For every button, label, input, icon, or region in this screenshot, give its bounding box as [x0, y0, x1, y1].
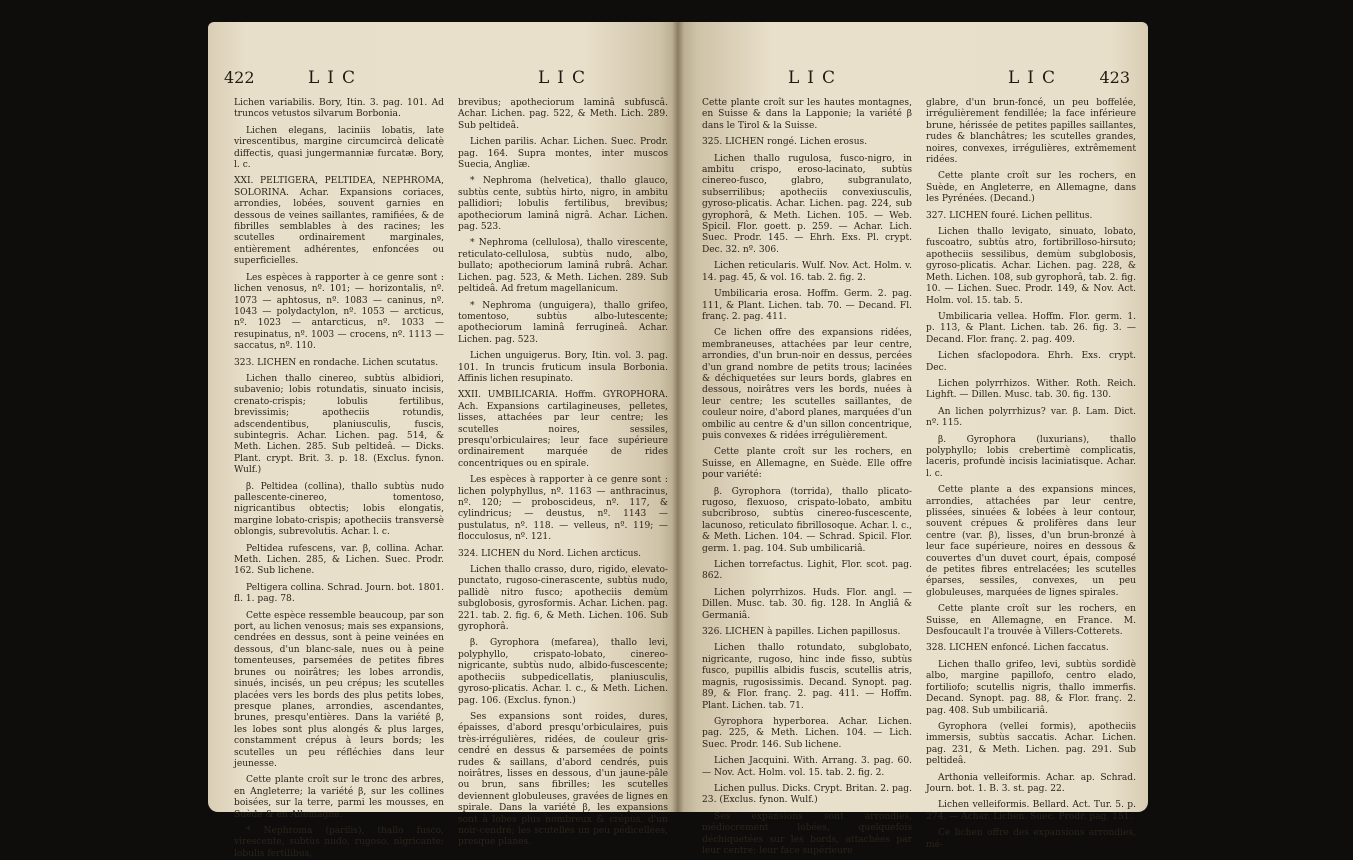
section-heading: XXII. UMBILICARIA. Hoffm. GYROPHORA. Ach. Expansions cartilagineuses, pelletes, lisses, attachées par leur centre; les scutelles noires, sessiles, presqu'orbiculaires; leur face supérieure ordinairement marquée de rides concentriques ou en spirale.: [458, 390, 668, 469]
running-head-right-2: LIC: [1008, 68, 1064, 88]
paragraph: β. Peltidea (collina), thallo subtùs nudo pallescente-cinereo, tomentoso, nigricantibus obtectis; lobis elongatis, margine lobato-crispis; apotheciis transversè oblongis, subrevolutis. Achar. l. c.: [234, 481, 444, 538]
paragraph: Lichen thallo levigato, sinuato, lobato, fuscoatro, subtùs atro, fortibrilloso-hirsuto; apotheciis sessilibus, demùm subglobosis, gyroso-plicatis. Achar. Lichen. pag. 228, & Meth. Lichen. 108, sub gyrophorâ, tab. 2. fig. 10. — Lichen. Suec. Prodr. 149, & Nov. Act. Holm. vol. 15. tab. 5.: [926, 227, 1136, 306]
left-column-1: [234, 94, 444, 859]
paragraph: Ce lichen offre des expansions ridées, membraneuses, attachées par leur centre, arrondies, d'un brun-noir en dessus, percées d'un grand nombre de petits trous; lacinées & déchiquetées sur leurs bords, glabres en dessous, noirâtres vers les bords, nuées à leur centre; les scutelles saillantes, de couleur noire, d'abord planes, marquées d'un ombilic au centre & d'un sillon concentrique, puis convexes & ridées irrégulièrement.: [702, 328, 912, 441]
paragraph: Cette plante a des expansions minces, arrondies, attachées par leur centre, plissées, sinuées & lobées à leur contour, souvent crépues & prolifères dans leur centre (var. β), lisses, d'un brun-bronzé à leur face supérieure, noires en dessous & couvertes d'un duvet court, épais, composé de petites fibres entrelacées; les scutelles éparses, sessiles, convexes, un peu globuleuses, marquées de lignes spirales.: [926, 485, 1136, 598]
paragraph: Cette plante croît sur les rochers, en Suisse, en Allemagne, en France. M. Desfoucault l'a trouvée à Villers-Cotterets.: [926, 604, 1136, 638]
right-page: [678, 22, 1148, 856]
paragraph: Lichen thallo cinereo, subtùs albidiori, subavenio; lobis rotundatis, sinuato incisis, crenato-crispis; lobulis fertilibus, brevissimis; apotheciis rotundis, adscendentibus, planiusculis, fuscis, subintegris. Achar. Lichen. pag. 514, & Meth. Lichen. 285. Sub peltideâ. — Dicks. Plant. crypt. Brit. 3. p. 18. (Exclus. fynon. Wulf.): [234, 373, 444, 476]
paragraph: Lichen sfaclopodora. Ehrh. Exs. crypt. Dec.: [926, 351, 1136, 373]
paragraph: Lichen elegans, laciniis lobatis, late virescentibus, margine circumcircà delicatè diffectis, quasi jungermanniæ furcatæ. Bory, l. c.: [234, 125, 444, 171]
paragraph: Ses expansions sont roides, dures, épaisses, d'abord presqu'orbiculaires, puis très-irrégulières, ridées, de couleur gris-cendré en dessus & parsemées de points rudes & saillans, d'abord cendrés, puis noirâtres, lisses en dessous, d'un jaune-pâle ou brun, sans fibrilles; les scutelles deviennent globuleuses, gravées de lignes en spirale. Dans la variété β, les expansions sont à lobes plus nombreux & crépus, d'un noir-cendré; les scutelles un peu pédicellées, presque planes.: [458, 711, 668, 848]
left-column-2: [458, 94, 668, 848]
paragraph: Lichen thallo grifeo, levi, subtùs sordidè albo, margine papillofo, centro elado, fortiliofo; scutellis nigris, thallo immerfis. Decand. Synopt. pag. 88, & Flor. franç. 2. pag. 408. Sub umbilicariâ.: [926, 659, 1136, 716]
paragraph: * Nephroma (cellulosa), thallo virescente, reticulato-cellulosa, subtùs nudo, albo, bullato; apotheciorum laminâ rubrâ. Achar. Lichen. pag. 523, & Meth. Lichen. 289. Sub peltideâ. Ad fretum magellanicum.: [458, 238, 668, 295]
paragraph: Lichen Jacquini. With. Arrang. 3. pag. 60. — Nov. Act. Holm. vol. 15. tab. 2. fig. 2.: [702, 756, 912, 778]
paragraph: Gyrophora hyperborea. Achar. Lichen. pag. 225, & Meth. Lichen. 104. — Lich. Suec. Prodr. 146. Sub lichene.: [702, 716, 912, 750]
paragraph: Umbilicaria vellea. Hoffm. Flor. germ. 1. p. 113, & Plant. Lichen. tab. 26. fig. 3. — Decand. Flor. franç. 2. pag. 409.: [926, 311, 1136, 345]
paragraph: Lichen variabilis. Bory, Itin. 3. pag. 101. Ad truncos vetustos silvarum Borbonia.: [234, 98, 444, 120]
paragraph: Peltidea rufescens, var. β, collina. Achar. Meth. Lichen. 285, & Lichen. Suec. Prodr. 162. Sub lichene.: [234, 543, 444, 577]
paragraph: Lichen parilis. Achar. Lichen. Suec. Prodr. pag. 164. Supra montes, inter muscos Suecia, Angliæ.: [458, 137, 668, 171]
paragraph: Lichen reticularis. Wulf. Nov. Act. Holm. v. 14. pag. 45, & vol. 16. tab. 2. fig. 2.: [702, 261, 912, 283]
entry-heading: 328. LICHEN enfoncé. Lichen faccatus.: [926, 643, 1109, 654]
paragraph: Cette plante croît sur les rochers, en Suisse, en Allemagne, en Suède. Elle offre pour variété:: [702, 447, 912, 481]
paragraph: * Nephroma (unguigera), thallo grifeo, tomentoso, subtùs albo-lutescente; apotheciorum laminâ ferrugineâ. Achar. Lichen. pag. 523.: [458, 300, 668, 345]
running-head-left-1: LIC: [308, 68, 364, 88]
paragraph: Cette plante croît sur le tronc des arbres, en Angleterre; la variété β, sur les collines boisées, sur la terre, parmi les mousses, en Suède & en Allemagne.: [234, 775, 444, 820]
book-gutter: [672, 22, 684, 812]
paragraph: Ses expansions sont arrondies, médiocrement lobées, quelquefois déchiquetées sur les bords, attachées par leur centre; leur face supérieure: [702, 811, 912, 856]
entry-heading: 327. LICHEN fouré. Lichen pellitus.: [926, 210, 1093, 221]
paragraph: Lichen velleiformis. Bellard. Act. Tur. 5. p. 274. — Achar. Lichen. Suec. Prodr. pag. 151.: [926, 800, 1136, 822]
entry-heading: 324. LICHEN du Nord. Lichen arcticus.: [458, 548, 642, 559]
paragraph: β. Gyrophora (mefarea), thallo levi, polyphyllo, crispato-lobato, cinereo-nigricante, subtùs nudo, albido-fuscescente; apotheciis subpedicellatis, planiusculis, gyroso-plicatis. Achar. l. c., & Meth. Lichen. pag. 106. (Exclus. fynon.): [458, 638, 668, 706]
running-head-right-1: LIC: [788, 68, 844, 88]
paragraph: brevibus; apotheciorum laminâ subfuscâ. Achar. Lichen. pag. 522, & Meth. Lich. 289. Sub peltideâ.: [458, 98, 668, 131]
paragraph: Ce lichen offre des expansions arrondies, mé-: [926, 828, 1136, 850]
paragraph: β. Gyrophora (luxurians), thallo polyphyllo; lobis crebertimè complicatis, laceris, profundè incisis laciniatisque. Achar. l. c.: [926, 434, 1136, 479]
left-page: [208, 22, 678, 859]
paragraph: Cette espèce ressemble beaucoup, par son port, au lichen venosus; mais ses expansions, cendrées en dessus, sont à peine veinées en dessous, d'un blanc-sale, nues ou à peine tomenteuses, parsemées de petites fibres brunes ou noirâtres; les lobes arrondis, sinués, incisés, un peu crépus; les scutelles placées vers les bords des plus petits lobes, presque planes, arrondies, ascendantes, brunes, presqu'entières. Dans la variété β, les lobes sont plus alongés & plus larges, constamment crépus à leurs bords; les scutelles un peu réfléchies dans leur jeunesse.: [234, 610, 444, 769]
paragraph: Arthonia velleiformis. Achar. ap. Schrad. Journ. bot. 1. B. 3. st. pag. 22.: [926, 772, 1136, 794]
running-head-left-2: LIC: [538, 68, 594, 88]
paragraph: An lichen polyrrhizus? var. β. Lam. Dict. nº. 115.: [926, 406, 1136, 429]
paragraph: Cette plante croît sur les rochers, en Suède, en Angleterre, en Allemagne, dans les Pyrénées. (Decand.): [926, 171, 1136, 205]
paragraph: Peltigera collina. Schrad. Journ. bot. 1801. fl. 1. pag. 78.: [234, 582, 444, 605]
paragraph: Lichen unguigerus. Bory, Itin. vol. 3. pag. 101. In truncis fruticum insula Borbonia. Affinis lichen resupinato.: [458, 351, 668, 384]
paragraph: Lichen polyrrhizos. Wither. Roth. Reich. Lighft. — Dillen. Musc. tab. 30. fig. 130.: [926, 378, 1136, 401]
paragraph: Lichen thallo rugulosa, fusco-nigro, in ambitu crispo, eroso-lacinato, subtùs cinereo-fusco, glabro, subgranulato, subserrilibus; apotheciis convexiusculis, gyroso-plicatis. Achar. Lichen. pag. 224, sub gyrophorâ, & Meth. Lichen. 105. — Web. Spicil. Flor. goett. p. 259. — Achar. Lich. Suec. Prodr. 145. — Ehrh. Exs. Pl. crypt. Dec. 32. nº. 306.: [702, 153, 912, 255]
right-column-2: [926, 94, 1136, 850]
entry-heading: 325. LICHEN rongé. Lichen erosus.: [702, 137, 868, 148]
right-column-1: [702, 94, 912, 856]
entry-heading: 323. LICHEN en rondache. Lichen scutatus.: [234, 357, 439, 368]
section-heading: XXI. PELTIGERA, PELTIDEA, NEPHROMA, SOLORINA. Achar. Expansions coriaces, arrondies, lobées, souvent garnies en dessous de veines saillantes, ramifiées, & de fibrilles semblables à des racines; les scutelles ordinairement marginales, entièrement adhérentes, enfoncées ou superficielles.: [234, 176, 444, 267]
paragraph: Lichen polyrrhizos. Huds. Flor. angl. — Dillen. Musc. tab. 30. fig. 128. In Angliâ & Germaniâ.: [702, 587, 912, 621]
paragraph: β. Gyrophora (torrida), thallo plicato-rugoso, flexuoso, crispato-lobato, ambitu subcribroso, subtùs cinereo-fuscescente, lacunoso, reticulato fibrillosoque. Achar. l. c., & Meth. Lichen. 104. — Schrad. Spicil. Flor. germ. 1. pag. 104. Sub umbilicariâ.: [702, 486, 912, 554]
paragraph: Lichen torrefactus. Lighit, Flor. scot. pag. 862.: [702, 560, 912, 582]
entry-heading: 326. LICHEN à papilles. Lichen papillosus.: [702, 627, 901, 638]
paragraph: * Nephroma (parilis), thallo fusco, virescente, subtùs nudo, rugoso, nigricante; lobulis fertilibus,: [234, 825, 444, 859]
page-number-right: 423: [1099, 68, 1130, 87]
paragraph: Lichen pullus. Dicks. Crypt. Britan. 2. pag. 23. (Exclus. fynon. Wulf.): [702, 783, 912, 806]
paragraph: * Nephroma (helvetica), thallo glauco, subtùs cente, subtùs hirto, nigro, in ambitu pallidiori; lobulis fertilibus, brevibus; apotheciorum laminâ nigrâ. Achar. Lichen. pag. 523.: [458, 176, 668, 233]
paragraph: Umbilicaria erosa. Hoffm. Germ. 2. pag. 111, & Plant. Lichen. tab. 70. — Decand. Fl. franç. 2. pag. 411.: [702, 289, 912, 322]
paragraph: Lichen thallo rotundato, subglobato, nigricante, rugoso, hinc inde fisso, subtùs fusco, pupillis albidis fuscis, scutellis atris, magnis, rugosissimis. Decand. Synopt. pag. 89, & Flor. franç. 2. pag. 411. — Hoffm. Plant. Lichen. tab. 71.: [702, 643, 912, 711]
paragraph: Gyrophora (vellei formis), apotheciis immersis, subtùs saccatis. Achar. Lichen. pag. 231, & Meth. Lichen. pag. 291. Sub peltideâ.: [926, 721, 1136, 767]
paragraph: Les espèces à rapporter à ce genre sont : lichen venosus, nº. 101; — horizontalis, nº. 1073 — aphtosus, nº. 1083 — caninus, nº. 1043 — polydactylon, nº. 1053 — arcticus, nº. 1023 — antarcticus, nº. 1033 — resupinatus, nº. 1003 — crocens, nº. 1113 — saccatus, nº. 110.: [234, 272, 444, 352]
paragraph: Cette plante croît sur les hautes montagnes, en Suisse & dans la Lapponie; la variété β dans le Tirol & la Suisse.: [702, 98, 912, 131]
paragraph: Lichen thallo crasso, duro, rigido, elevato-punctato, rugoso-cinerascente, subtùs nudo, pallidè nitro fusco; apotheciis demùm subglobosis, gyrosformis. Achar. Lichen. pag. 221. tab. 2. fig. 6, & Meth. Lichen. 106. Sub gyrophorâ.: [458, 565, 668, 633]
paragraph: glabre, d'un brun-foncé, un peu boffelée, irrégulièrement fendillée; la face inférieure brune, hérissée de petites papilles saillantes, rudes & blanchâtres; les scutelles grandes, noires, convexes, irrégulières, extrêmement ridées.: [926, 98, 1136, 166]
paragraph: Les espèces à rapporter à ce genre sont : lichen polyphyllus, nº. 1163 — anthracinus, nº. 120; — proboscideus, nº. 117, & cylindricus; — deustus, nº. 1143 — pustulatus, nº. 118. — velleus, nº. 119; — flocculosus, nº. 121.: [458, 475, 668, 543]
page-number-left: 422: [224, 68, 255, 87]
